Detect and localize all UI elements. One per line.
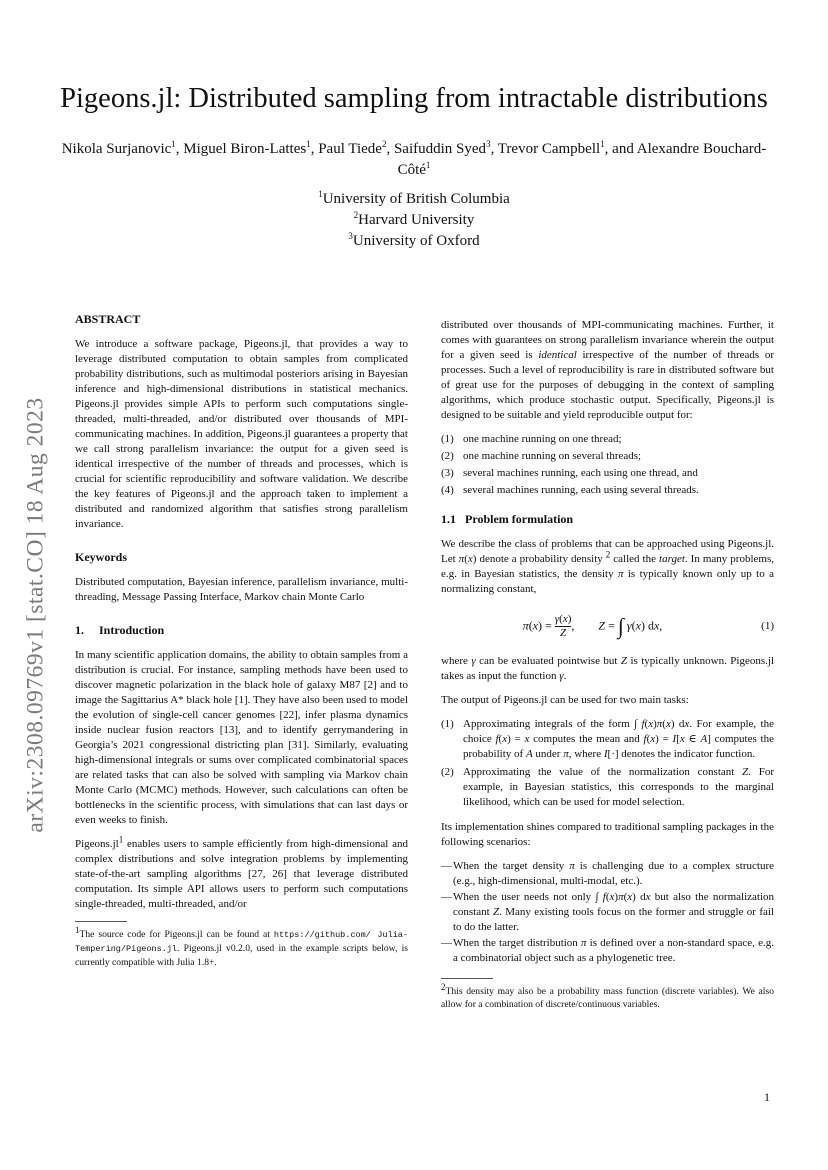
affiliation-name: University of British Columbia [322,191,510,207]
intro-title: Introduction [99,623,165,637]
footnote-rule-2 [441,978,493,979]
scenario-item [441,890,774,935]
page-number: 1 [764,1090,770,1104]
list-item-number: (2) [441,450,454,462]
affiliation-marker: 2 [353,210,359,220]
scenario-text: When the target distribution π is defined over a non-standard space, e.g. a combinatorial object such as a phylogenetic tree. [453,937,774,964]
affiliations [0,189,828,252]
dash-bullet: — [441,937,452,949]
list-item-text: several machines running, each using one thread, and [463,467,698,479]
list-item [441,432,774,447]
abstract-text: We introduce a software package, Pigeons.jl, that provides a way to leverage distributed computation to obtain samples from complicated probability distributions, such as multimodal posteriors arising in Bayesian inference and high-dimensional distributions in statistical mechanics. Pigeons.jl provides simple APIs to perform such computations single-threaded, multi-threaded, and/or distributed over thousands of MPI-communicating machines. In addition, Pigeons.jl guarantees a property that we call strong parallelism invariance: the output for a given seed is identical irrespective of the number of threads and processes, which is crucial for scientific reproducibility and software validation. We describe the key features of Pigeons.jl and the approach taken to implement a distributed and randomized algorithm that satisfies strong parallelism invariance. [75,338,408,530]
list-item-text: one machine running on several threads; [463,450,642,462]
right-paragraph-1: distributed over thousands of MPI-communicating machines. Further, it comes with guarantees on strong parallelism invariance wherein the output for a given seed is identical irrespective of the number of threads or processes. Such a level of reproducibility is rare in distributed software but of great use for the purposes of debugging in the context of sampling algorithms, which produce stochastic output. Specifically, Pigeons.jl is designed to be suitable and yield reproducible output for: [441,319,774,421]
affiliation-marker: 3 [348,231,353,241]
subsection-heading [441,512,774,527]
task-item [441,765,774,810]
right-column [441,318,774,1011]
list-item-text: one machine running on one thread; [463,433,622,445]
task-item-number: (2) [441,766,454,778]
affiliation-1 [0,189,828,210]
list-item-number: (4) [441,484,454,496]
intro-heading [75,623,408,638]
equation-tag: (1) [761,619,774,632]
list-item [441,466,774,481]
left-column [75,312,408,969]
author-list: Nikola Surjanovic$^1$, Miguel Biron-Lattes$^1$, Paul Tiede$^2$, Saifuddin Syed$^3$, Trevor Campbell$^1$, and Alexandre Bouchard-Côté$^1$ [61,139,767,178]
reproducibility-list [441,432,774,498]
keywords-heading: Keywords [75,550,127,564]
equation-1 [441,606,774,646]
problem-paragraph: We describe the class of problems that can be approached using Pigeons.jl. Let π(x) denote a probability density $^2$ called the target. In many problems, e.g. in Bayesian statistics, the density π is typically known only up to a normalizing constant, [441,538,774,595]
intro-paragraph-2: $Pigeons.jl^1$ enables users to sample efficiently from high-dimensional and complex distributions and solve integration problems by implementing state-of-the-art sampling algorithms [27, 26] that leverage distributed computation. Its simple API allows users to perform such computations single-threaded, multi-threaded, and/or [75,834,408,910]
list-item [441,483,774,498]
task-item-text: Approximating integrals of the form ∫ f(x)π(x) dx. For example, the choice f(x) = x computes the mean and f(x) = I[x ∈ A] computes the probability of A under π, where I[·] denotes the indicator function. [463,718,774,760]
footnote-2: $^2$This density may also be a probability mass function (discrete variables). We also allow for a combination of discrete/continuous variables. [441,981,774,1010]
dash-bullet: — [441,891,452,903]
list-item-number: (1) [441,433,454,445]
arxiv-stamp-text: arXiv:2308.09769v1 [stat.CO] 18 Aug 2023 [22,397,49,833]
intro-paragraph-1: In many scientific application domains, the ability to obtain samples from a distribution is crucial. For instance, sampling methods have been used to discover magnetic polarization in the black hole of galaxy M87 [2] and to image the Sagittarius A* black hole [1]. They have also been used to model the evolution of single-cell cancer genomes [22], infer plasma dynamics inside nuclear fusion reactors [13], and to identify gerrymandering in Georgia’s 2021 congressional districting plan [31]. Similarly, evaluating high-dimensional integrals or sums over complicated combinatorial spaces are related tasks that can also be solved with sampling via Markov chain Monte Carlo (MCMC) methods. However, such calculations can often be bottlenecks in the scientific process, with simulations that can last days or even weeks to finish. [75,649,408,826]
subsection-number: 1.1 [441,512,456,526]
keywords-text: Distributed computation, Bayesian inference, parallelism invariance, multi-threading, Message Passing Interface, Markov chain Monte Carlo [75,576,408,603]
scenarios-list [441,859,774,966]
affiliation-name: Harvard University [358,212,475,228]
equation-body: π(x) = $\frac{\gamma(x)}{Z}$ , Z = ∫ γ(x) dx, [522,612,663,639]
list-item [441,449,774,464]
task-item-number: (1) [441,718,454,730]
scenario-text: When the user needs not only ∫ f(x)π(x) dx but also the normalization constant Z. Many existing tools focus on the former and struggle or fail to do the latter. [453,891,775,933]
affiliation-2 [0,210,828,231]
subsection-title: Problem formulation [465,512,574,526]
task-item [441,717,774,762]
footnote-1: $^1$The source code for Pigeons.jl can be found at https://github.com/ Julia-Tempering/Pigeons.jl. Pigeons.jl v0.2.0, used in the example scripts below, is currently compatible with Julia 1.8+. [75,924,409,968]
arxiv-stamp [6,355,66,875]
affiliation-3 [0,231,828,252]
paper-title: Pigeons.jl: Distributed sampling from intractable distributions [60,83,768,114]
task-item-text: Approximating the value of the normalization constant Z. For example, in Bayesian statistics, this corresponds to the marginal likelihood, which can be used for model selection. [463,766,775,808]
list-item-text: several machines running, each using several threads. [463,484,699,496]
gamma-paragraph: where γ can be evaluated pointwise but Z is typically unknown. Pigeons.jl takes as input the function γ. [441,655,774,682]
list-item-number: (3) [441,467,454,479]
affiliation-name: University of Oxford [352,233,480,249]
scenario-item [441,936,774,966]
scenario-item [441,859,774,889]
intro-number: 1. [75,623,84,637]
footnote-rule [75,921,127,922]
abstract-heading: ABSTRACT [75,312,141,326]
scenarios-intro: Its implementation shines compared to traditional sampling packages in the following scenarios: [441,821,774,848]
dash-bullet: — [441,860,452,872]
tasks-intro: The output of Pigeons.jl can be used for two main tasks: [441,694,689,706]
affiliation-marker: 1 [318,189,323,199]
scenario-text: When the target density π is challenging due to a complex structure (e.g., high-dimensional, multi-modal, etc.). [453,860,774,887]
tasks-list [441,717,774,810]
